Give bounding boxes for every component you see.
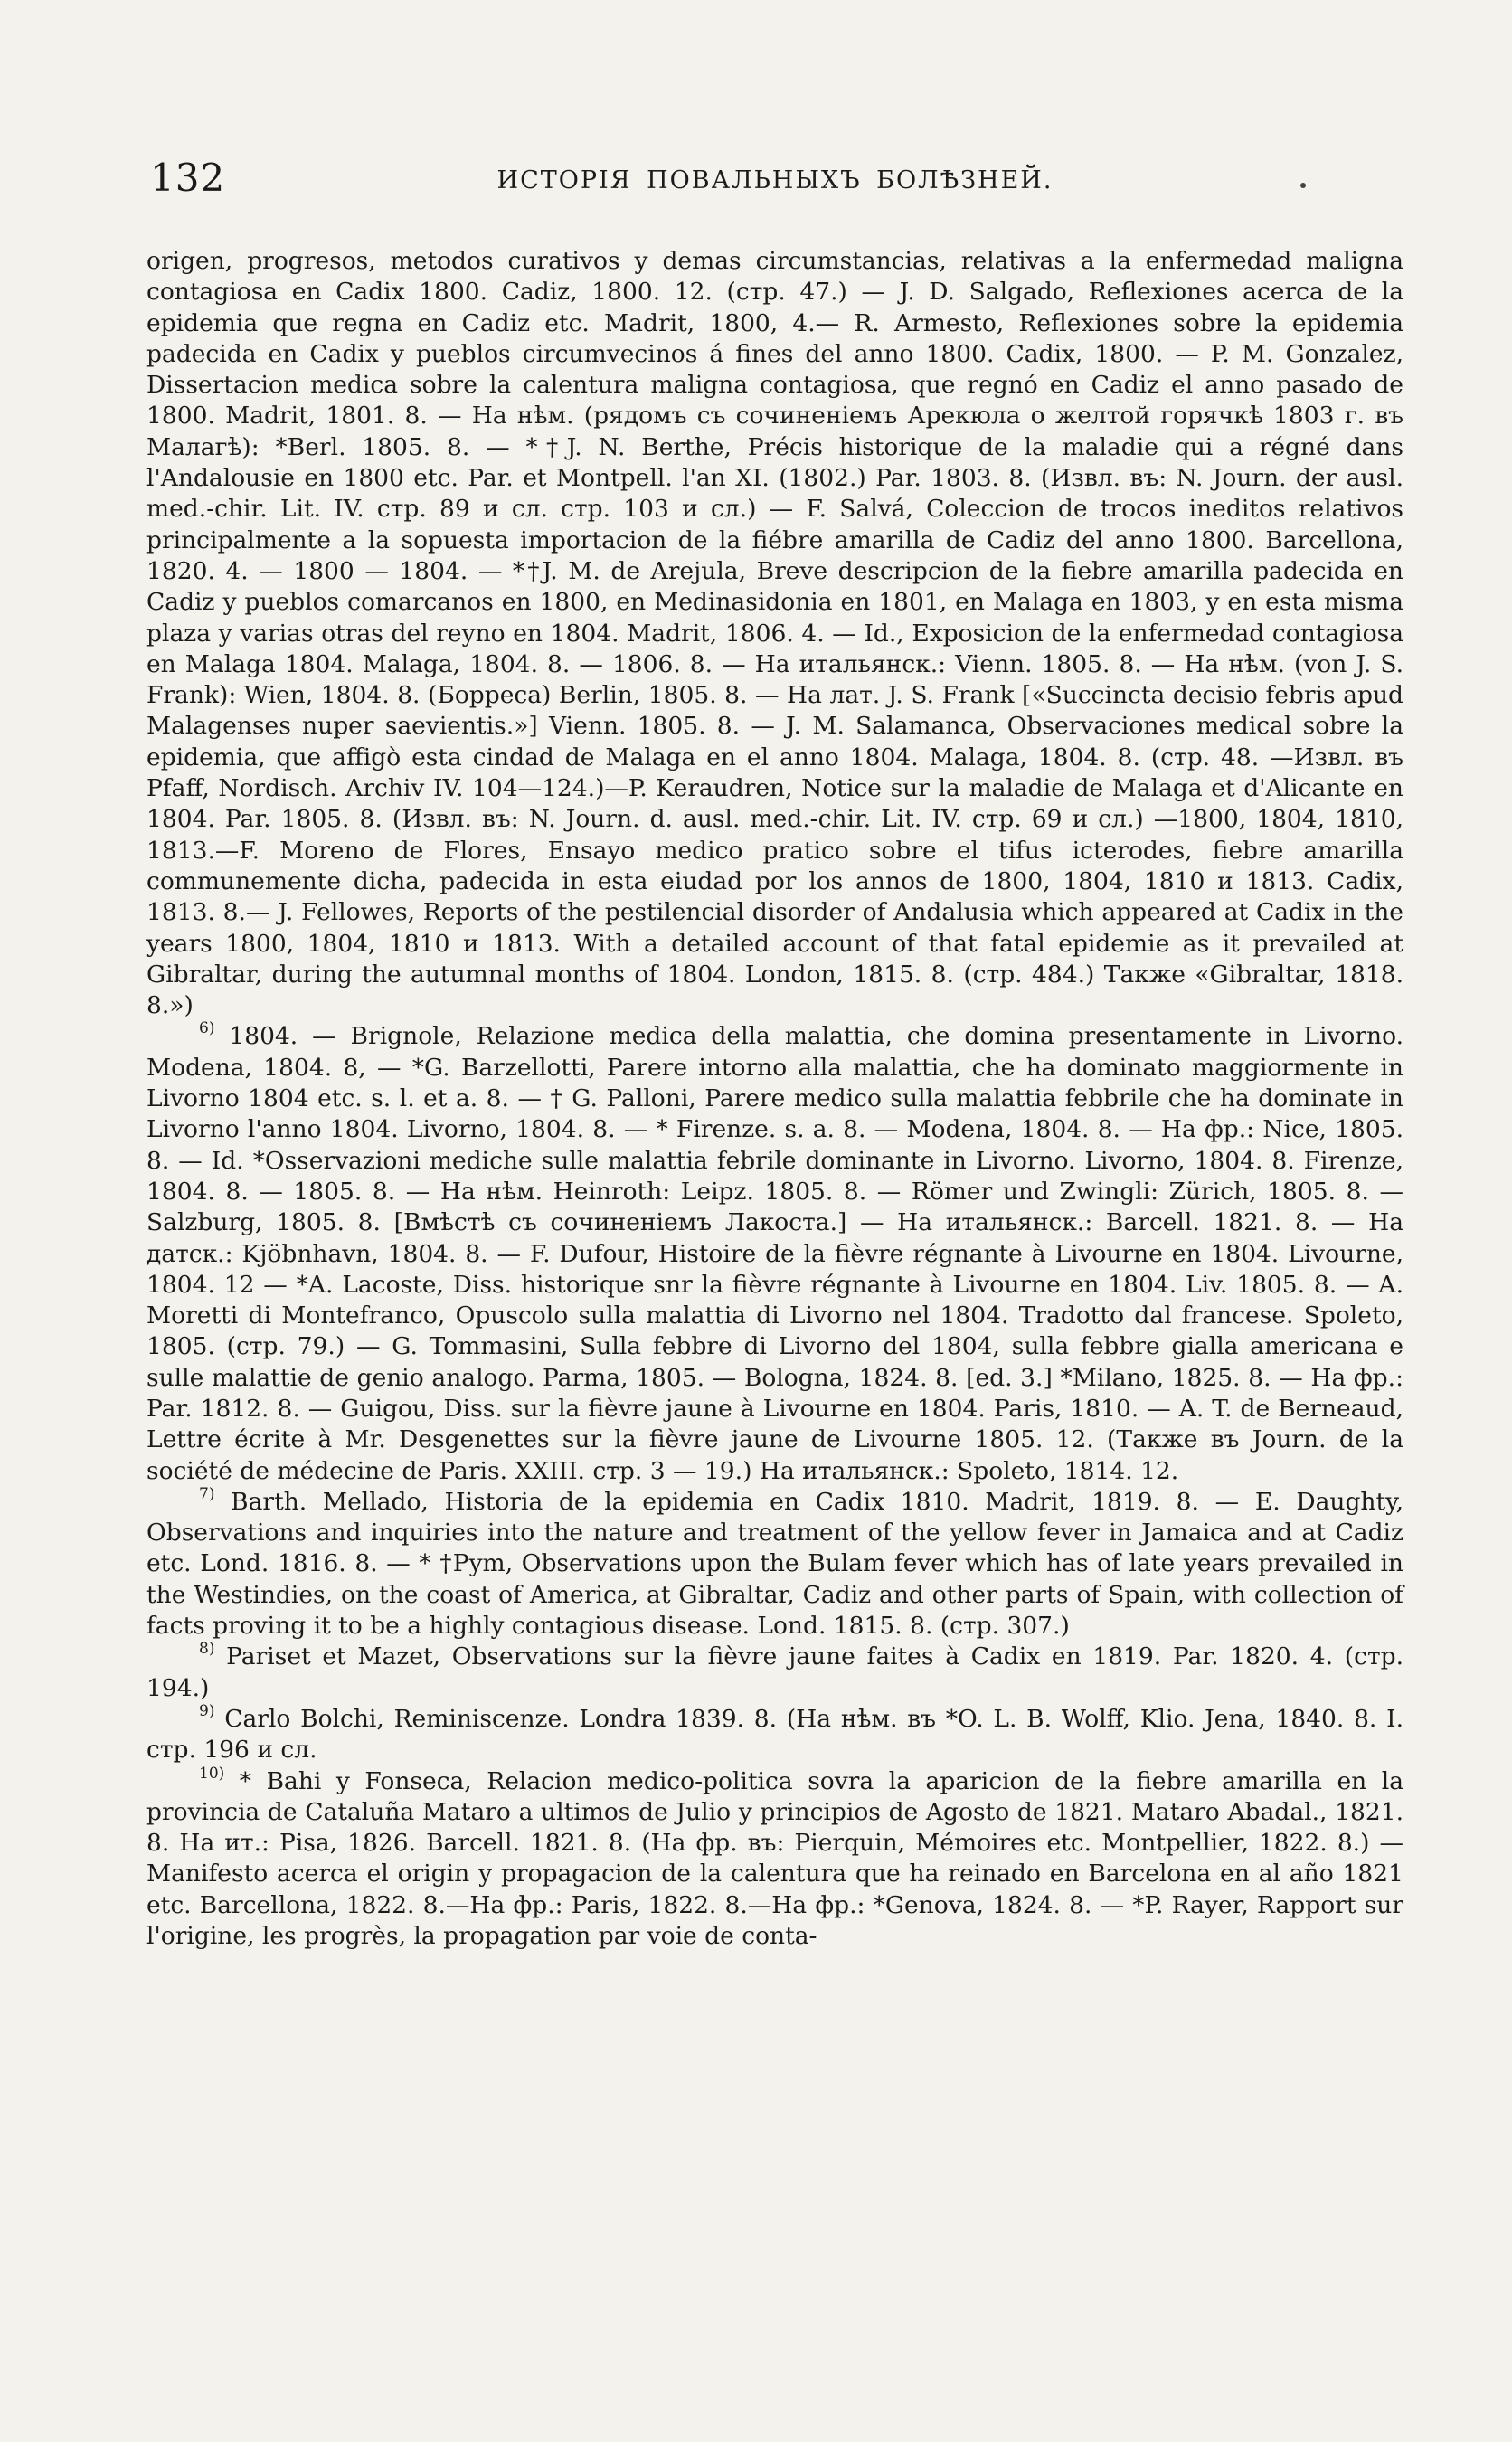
paragraph-text: Carlo Bolchi, Reminiscenze. Londra 1839. 8. (На нѣм. въ *O. L. B. Wolff, Klio. Jena, 1840. 8. I. стр. 196 и сл. bbox=[146, 1704, 1403, 1765]
printer-mark bbox=[1300, 183, 1306, 188]
paragraph-text: origen, progresos, metodos curativos y demas circumstancias, relativas a la enfermedad maligna contagiosa en Cadix 1800. Cadiz, 1800. 12. (стр. 47.) — J. D. Salgado, Reflexiones acerca de la epidemia que regna en Cadiz etc. Madrit, 1800, 4.— R. Armesto, Reflexiones sobre la epidemia padecida en Cadix y pueblos circumvecinos á fines del anno 1800. Cadix, 1800. — P. M. Gonzalez, Dissertacion medica sobre la calentura maligna contagiosa, que regnó en Cadiz el anno pasado de 1800. Madrit, 1801. 8. — На нѣм. (рядомъ съ сочиненіемъ Арекюла о желтой горячкѣ 1803 г. въ Малагѣ): *Berl. 1805. 8. — *†J. N. Berthe, Précis historique de la maladie qui a régné dans l'Andalousie en 1800 etc. Par. et Montpell. l'an XI. (1802.) Par. 1803. 8. (Извл. въ: N. Journ. der ausl. med.-chir. Lit. IV. стр. 89 и сл. стр. 103 и сл.) — F. Salvá, Coleccion de trocos ineditos relativos principalmente a la sopuesta importacion de la fiébre amarilla de Cadiz del anno 1800. Barcellona, 1820. 4. — 1800 — 1804. — *†J. M. de Arejula, Breve descripcion de la fiebre amarilla padecida en Cadiz y pueblos comarcanos en 1800, en Medinasidonia en 1801, en Malaga en 1803, y en esta misma plaza y varias otras del reyno en 1804. Madrit, 1806. 4. — Id., Exposicion de la enfermedad contagiosa en Malaga 1804. Malaga, 1804. 8. — 1806. 8. — На итальянск.: Vienn. 1805. 8. — На нѣм. (von J. S. Frank): Wien, 1804. 8. (Борреса) Berlin, 1805. 8. — На лат. J. S. Frank [«Succincta decisio febris apud Malagenses nuper saevientis.»] Vienn. 1805. 8. — J. M. Salamanca, Observaciones medical sobre la epidemia, que affigò esta cindad de Malaga en el anno 1804. Malaga, 1804. 8. (стр. 48. —Извл. въ Pfaff, Nordisch. Archiv IV. 104—124.)—P. Keraudren, Notice sur la maladie de Malaga et d'Alicante en 1804. Par. 1805. 8. (Извл. въ: N. Journ. d. ausl. med.-chir. Lit. IV. стр. 69 и сл.) —1800, 1804, 1810, 1813.—F. Moreno de Flores, Ensayo medico pratico sobre el tifus icterodes, fiebre amarilla communemente dicha, padecida in esta eiudad por los annos de 1800, 1804, 1810 и 1813. Cadix, 1813. 8.— J. Fellowes, Reports of the pestilencial disorder of Andalusia which appeared at Cadix in the years 1800, 1804, 1810 и 1813. With a detailed account of that fatal epidemie as it prevailed at Gibraltar, during the autumnal months of 1804. London, 1815. 8. (стр. 484.) Также «Gibraltar, 1818. 8.») bbox=[146, 247, 1403, 1020]
page-body bbox=[146, 246, 1403, 1952]
footnote-9 bbox=[146, 1701, 1403, 1766]
running-title: ИСТОРІЯ ПОВАЛЬНЫХЪ БОЛѢЗНЕЙ. bbox=[496, 166, 1054, 194]
footnote-7 bbox=[146, 1484, 1403, 1642]
footnote-10 bbox=[146, 1766, 1403, 1953]
continued-footnote bbox=[146, 246, 1403, 1021]
footnote-marker: 7) bbox=[199, 1484, 215, 1503]
paragraph-text: Pariset et Mazet, Observations sur la fièvre jaune faites à Cadix en 1819. Par. 1820. 4. (стр. 194.) bbox=[146, 1642, 1403, 1702]
footnote-6 bbox=[146, 1021, 1403, 1486]
paragraph-text: 1804. — Brignole, Relazione medica della malattia, che domina presentamente in Livorno. Modena, 1804. 8, — *G. Barzellotti, Parere intorno alla malattia, che ha dominato maggiormente in Livorno 1804 etc. s. l. et a. 8. — † G. Palloni, Parere medico sulla malattia febbrile che ha dominate in Livorno l'anno 1804. Livorno, 1804. 8. — * Firenze. s. a. 8. — Modena, 1804. 8. — На фр.: Nice, 1805. 8. — Id. *Osservazioni mediche sulle malattia febrile dominante in Livorno. Livorno, 1804. 8. Firenze, 1804. 8. — 1805. 8. — На нѣм. Heinroth: Leipz. 1805. 8. — Römer und Zwingli: Zürich, 1805. 8. — Salzburg, 1805. 8. [Вмѣстѣ съ сочиненіемъ Лакоста.] — На итальянск.: Barcell. 1821. 8. — На датск.: Kjöbnhavn, 1804. 8. — F. Dufour, Histoire de la fièvre régnante à Livourne en 1804. Livourne, 1804. 12 — *A. Lacoste, Diss. historique snr la fièvre régnante à Livourne en 1804. Liv. 1805. 8. — A. Moretti di Montefranco, Opuscolo sulla malattia di Livorno nel 1804. Tradotto dal francese. Spoleto, 1805. (стр. 79.) — G. Tommasini, Sulla febbre di Livorno del 1804, sulla febbre gialla americana e sulle malattie de genio analogo. Parma, 1805. — Bologna, 1824. 8. [ed. 3.] *Milano, 1825. 8. — На фр.: Par. 1812. 8. — Guigou, Diss. sur la fièvre jaune à Livourne en 1804. Paris, 1810. — A. T. de Berneaud, Lettre écrite à Mr. Desgenettes sur la fièvre jaune de Livourne 1805. 12. (Также въ Journ. de la société de médecine de Paris. XXIII. стр. 3 — 19.) На итальянск.: Spoleto, 1814. 12. bbox=[146, 1022, 1403, 1485]
paragraph-text: Barth. Mellado, Historia de la epidemia en Cadix 1810. Madrit, 1819. 8. — E. Daughty, Observations and inquiries into the nature and treatment of the yellow fever in Jamaica and at Cadiz etc. Lond. 1816. 8. — * †Pym, Observations upon the Bulam fever which has of late years prevailed in the Westindies, on the coast of America, at Gibraltar, Cadiz and other parts of Spain, with collection of facts proving it to be a highly contagious disease. Lond. 1815. 8. (стр. 307.) bbox=[146, 1487, 1403, 1641]
footnote-marker: 6) bbox=[199, 1019, 215, 1038]
footnote-marker: 8) bbox=[199, 1640, 215, 1659]
page-number: 132 bbox=[150, 156, 226, 200]
page-header bbox=[146, 154, 1403, 208]
paragraph-text: * Bahi y Fonseca, Relacion medico-politica sovra la aparicion de la fiebre amarilla en la provincia de Cataluña Mataro a ultimos de Julio y principios de Agosto de 1821. Mataro Abadal., 1821. 8. На ит.: Pisa, 1826. Barcell. 1821. 8. (На фр. въ: Pierquin, Mémoires etc. Montpellier, 1822. 8.) — Manifesto acerca el origin y propagacion de la calentura que ha reinado en Barcelona en al año 1821 etc. Barcellona, 1822. 8.—На фр.: Paris, 1822. 8.—На фр.: *Genova, 1824. 8. — *P. Rayer, Rapport sur l'origine, les progrès, la propagation par voie de conta- bbox=[146, 1766, 1403, 1951]
footnote-marker: 10) bbox=[199, 1764, 225, 1783]
footnote-8 bbox=[146, 1642, 1403, 1704]
footnote-marker: 9) bbox=[199, 1701, 215, 1720]
